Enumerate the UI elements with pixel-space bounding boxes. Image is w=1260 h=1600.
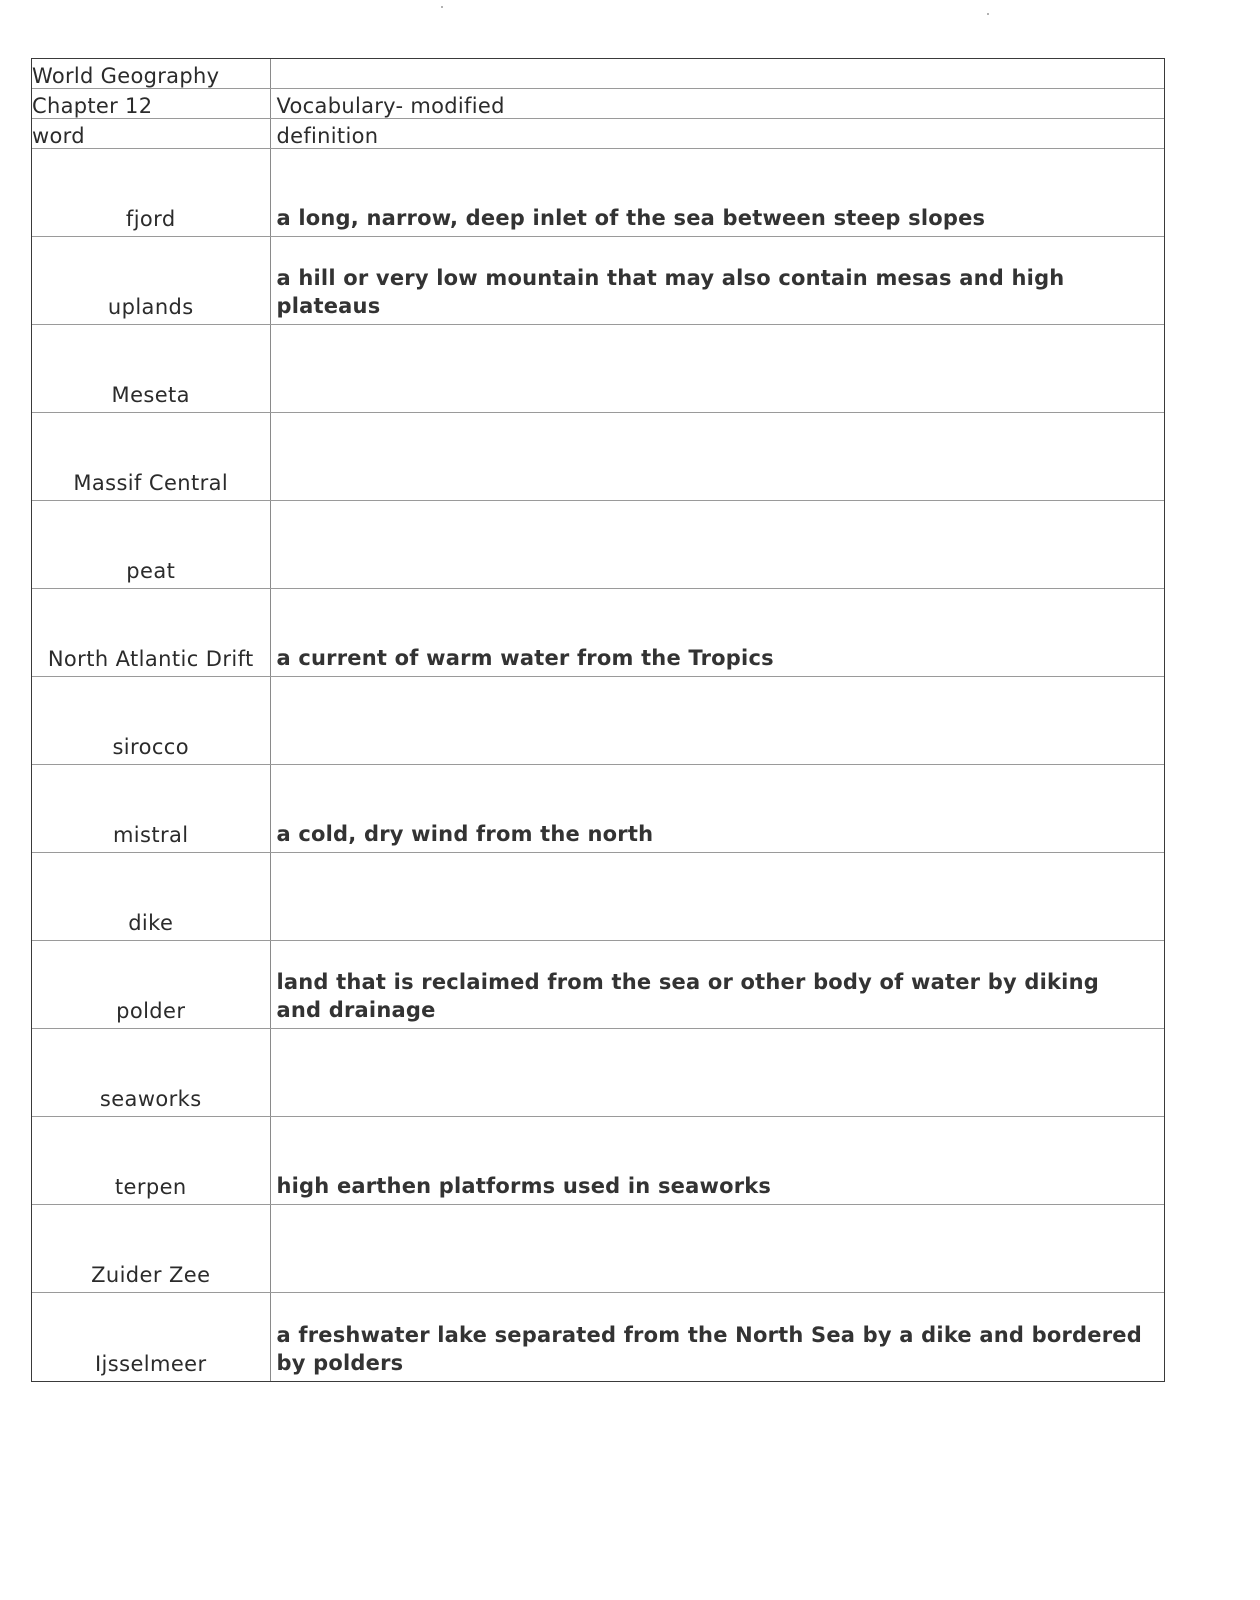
vocab-definition <box>270 1205 1164 1293</box>
vocab-row <box>32 325 1164 413</box>
vocab-definition: a current of warm water from the Tropics <box>270 589 1164 677</box>
chapter-label: Chapter 12 <box>32 89 270 119</box>
header-row-title <box>32 59 1164 89</box>
vocab-word: Massif Central <box>32 413 270 501</box>
vocab-word: uplands <box>32 237 270 325</box>
vocab-row <box>32 589 1164 677</box>
vocab-definition: a cold, dry wind from the north <box>270 765 1164 853</box>
worksheet-title-right <box>270 59 1164 89</box>
vocab-word: mistral <box>32 765 270 853</box>
vocab-word: North Atlantic Drift <box>32 589 270 677</box>
vocab-row <box>32 853 1164 941</box>
vocabulary-worksheet <box>31 58 1165 1382</box>
vocab-row <box>32 149 1164 237</box>
vocab-row <box>32 1205 1164 1293</box>
vocab-definition: a long, narrow, deep inlet of the sea between steep slopes <box>270 149 1164 237</box>
vocab-definition <box>270 501 1164 589</box>
vocab-row <box>32 765 1164 853</box>
worksheet-subtitle: Vocabulary- modified <box>270 89 1164 119</box>
worksheet-title: World Geography <box>32 59 270 89</box>
vocab-definition: a freshwater lake separated from the North Sea by a dike and bordered by polders <box>276 1322 1142 1375</box>
vocab-definition <box>270 413 1164 501</box>
vocab-definition <box>270 1029 1164 1117</box>
column-header-definition: definition <box>270 119 1164 149</box>
vocab-word: Meseta <box>32 325 270 413</box>
vocab-definition <box>270 677 1164 765</box>
column-header-word: word <box>32 119 270 149</box>
vocab-word: fjord <box>32 149 270 237</box>
vocab-row <box>32 501 1164 589</box>
vocab-word: sirocco <box>32 677 270 765</box>
vocab-definition: high earthen platforms used in seaworks <box>270 1117 1164 1205</box>
vocab-word: seaworks <box>32 1029 270 1117</box>
vocab-row <box>32 677 1164 765</box>
vocab-definition <box>270 853 1164 941</box>
vocab-row <box>32 941 1164 1029</box>
vocab-row <box>32 1293 1164 1381</box>
vocab-definition: land that is reclaimed from the sea or other body of water by diking and drainage <box>270 941 1164 1029</box>
vocabulary-table-body <box>32 59 1164 1381</box>
vocab-word: Ijsselmeer <box>32 1293 270 1381</box>
scan-speck <box>987 13 989 15</box>
vocab-word: polder <box>32 941 270 1029</box>
vocab-word: peat <box>32 501 270 589</box>
vocab-definition <box>270 325 1164 413</box>
vocab-row <box>32 1117 1164 1205</box>
vocab-row <box>32 1029 1164 1117</box>
vocab-word: terpen <box>32 1117 270 1205</box>
vocab-word: Zuider Zee <box>32 1205 270 1293</box>
vocab-word: dike <box>32 853 270 941</box>
vocab-row <box>32 413 1164 501</box>
column-header-row <box>32 119 1164 149</box>
vocabulary-table <box>32 59 1164 1381</box>
vocab-definition: a hill or very low mountain that may also contain mesas and high plateaus <box>270 237 1164 325</box>
scan-speck <box>441 6 443 8</box>
header-row-chapter <box>32 89 1164 119</box>
vocab-row <box>32 237 1164 325</box>
